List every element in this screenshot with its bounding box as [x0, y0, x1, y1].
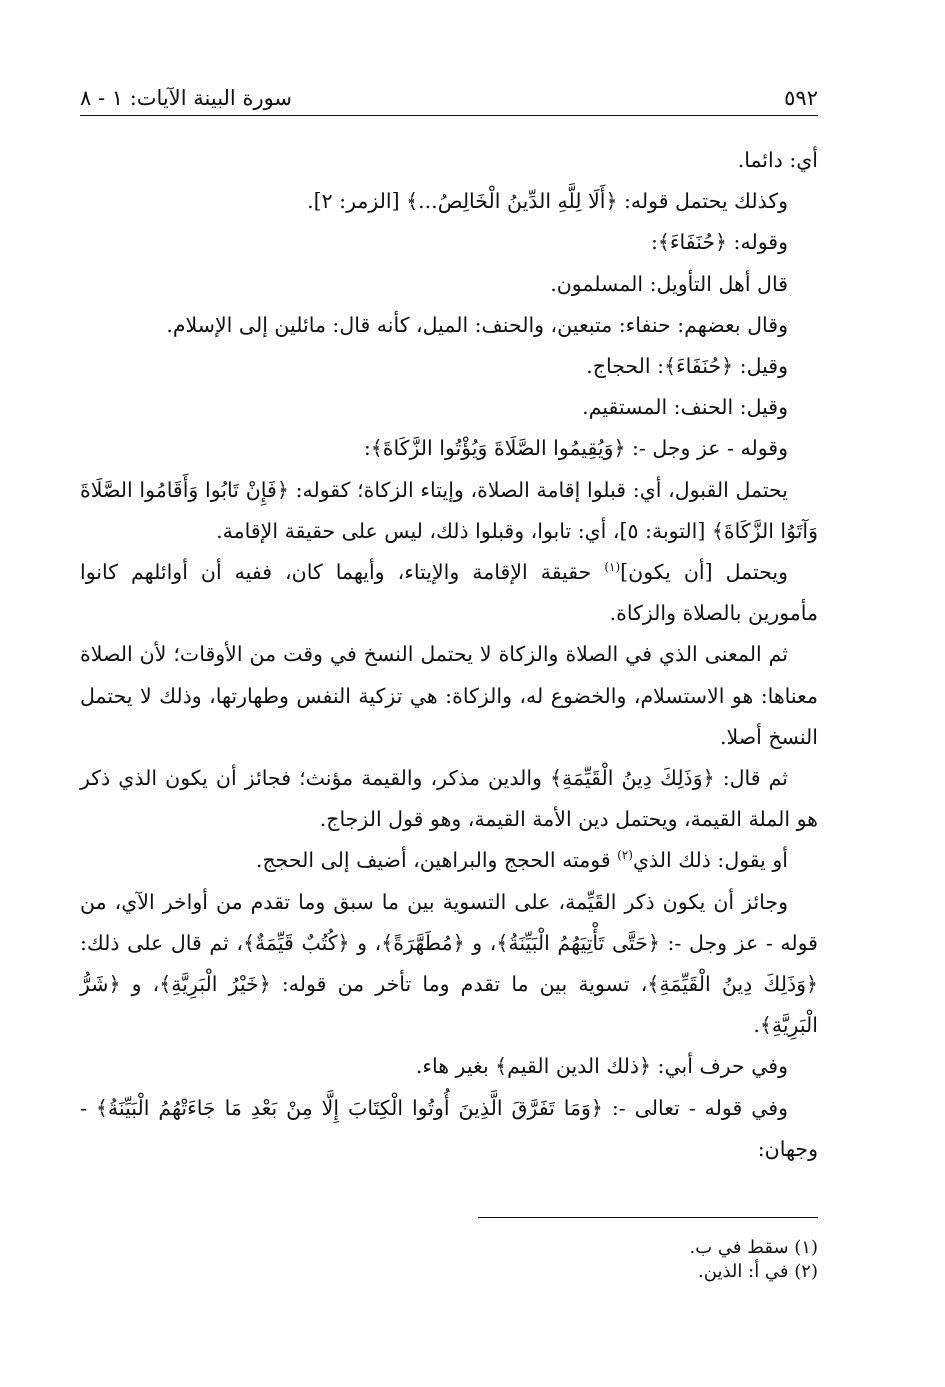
- paragraph: [80, 181, 818, 222]
- paragraph-text: وجائز أن يكون ذكر القَيِّمة، على التسوية بين ما سبق وما تقدم من أواخر الآي، من قوله - عز وجل -: ﴿حَتَّى تَأْتِيَهُمُ الْبَيِّنَةُ﴾، و ﴿مُطَهَّرَةً﴾، و ﴿كُتُبٌ قَيِّمَةٌ﴾، ثم قال على ذلك: ﴿وَذَلِكَ دِينُ الْقَيِّمَةِ﴾، تسوية بين ما تقدم وما تأخر من قوله: ﴿خَيْرُ الْبَرِيَّةِ﴾، و ﴿شَرُّ الْبَرِيَّةِ﴾.: [80, 889, 818, 1038]
- paragraph-text: ثم المعنى الذي في الصلاة والزكاة لا يحتمل النسخ في وقت من الأوقات؛ لأن الصلاة معناها: هو الاستسلام، والخضوع له، والزكاة: هي تزكية النفس وطهارتها، وذلك لا يحتمل النسخ أصلا.: [80, 642, 818, 749]
- footnote: [80, 1236, 818, 1260]
- paragraph: [80, 305, 818, 346]
- paragraph: [80, 470, 818, 552]
- footnotes: [80, 1236, 818, 1284]
- page-number: ٥٩٢: [784, 86, 818, 110]
- body-text: [80, 140, 818, 1170]
- paragraph-text: ويحتمل [أن يكون]: [620, 560, 788, 585]
- footnote-marker: (٢): [617, 848, 633, 863]
- paragraph-text: يحتمل القبول، أي: قبلوا إقامة الصلاة، وإيتاء الزكاة؛ كقوله: ﴿فَإِنْ تَابُوا وَأَقَامُوا الصَّلَاةَ وَآتَوُا الزَّكَاةَ﴾ [التوبة: ٥]، أي: تابوا، وقبلوا ذلك، ليس على حقيقة الإقامة.: [80, 477, 818, 543]
- paragraph-text: وفي حرف أبي: ﴿ذلك الدين القيم﴾ بغير هاء.: [415, 1054, 788, 1079]
- page: [80, 60, 818, 1360]
- paragraph: [80, 264, 818, 305]
- paragraph: [80, 634, 818, 758]
- paragraph: [80, 222, 818, 263]
- paragraph: [80, 882, 818, 1047]
- running-title: سورة البينة الآيات: ١ - ٨: [80, 86, 293, 110]
- footnote-text: في أ: الذين.: [698, 1261, 789, 1282]
- paragraph-text: وكذلك يحتمل قوله: ﴿أَلَا لِلَّهِ الدِّينُ الْخَالِصُ...﴾ [الزمر: ٢].: [307, 189, 788, 214]
- paragraph: [80, 140, 818, 181]
- paragraph: [80, 552, 818, 634]
- paragraph-text: وقيل: ﴿حُنَفَاءَ﴾: الحجاج.: [586, 354, 788, 379]
- paragraph-text: وقوله: ﴿حُنَفَاءَ﴾:: [651, 230, 788, 255]
- footnote-marker: (١): [604, 560, 621, 575]
- page-header: [80, 78, 818, 110]
- paragraph-text-continued: حقيقة الإقامة والإيتاء، وأيهما كان، ففيه أن أوائلهم كانوا مأمورين بالصلاة والزكاة.: [80, 560, 818, 626]
- paragraph-text: وقيل: الحنف: المستقيم.: [582, 395, 788, 420]
- paragraph: [80, 387, 818, 428]
- paragraph-text-continued: قومته الحجج والبراهين، أضيف إلى الحجج.: [255, 848, 618, 873]
- paragraph-text: وقال بعضهم: حنفاء: متبعين، والحنف: الميل، كأنه قال: مائلين إلى الإسلام.: [166, 312, 788, 337]
- footnote-number: (١): [794, 1237, 818, 1258]
- paragraph: [80, 758, 818, 840]
- footnote-rule: [478, 1217, 818, 1218]
- paragraph-text: وقوله - عز وجل -: ﴿وَيُقِيمُوا الصَّلَاةَ وَيُؤْتُوا الزَّكَاةَ﴾:: [363, 436, 788, 461]
- paragraph: [80, 428, 818, 469]
- paragraph: [80, 1046, 818, 1087]
- paragraph: [80, 346, 818, 387]
- paragraph-text: وفي قوله - تعالى -: ﴿وَمَا تَفَرَّقَ الَّذِينَ أُوتُوا الْكِتَابَ إِلَّا مِنْ بَعْدِ مَا جَاءَتْهُمُ الْبَيِّنَةُ﴾ - وجهان:: [80, 1095, 818, 1161]
- paragraph-text: أو يقول: ذلك الذي: [632, 848, 788, 873]
- footnote: [80, 1260, 818, 1284]
- paragraph: [80, 840, 818, 881]
- footnote-number: (٢): [794, 1261, 818, 1282]
- paragraph-text: أي: دائما.: [737, 148, 818, 172]
- paragraph-text: قال أهل التأويل: المسلمون.: [550, 271, 788, 296]
- paragraph-text: ثم قال: ﴿وَذَلِكَ دِينُ الْقَيِّمَةِ﴾ والدين مذكر، والقيمة مؤنث؛ فجائز أن يكون الذي ذكر هو الملة القيمة، ويحتمل دين الأمة القيمة، وهو قول الزجاج.: [80, 766, 818, 832]
- paragraph: [80, 1088, 818, 1170]
- header-rule: [80, 115, 818, 116]
- footnote-text: سقط في ب.: [689, 1237, 789, 1258]
